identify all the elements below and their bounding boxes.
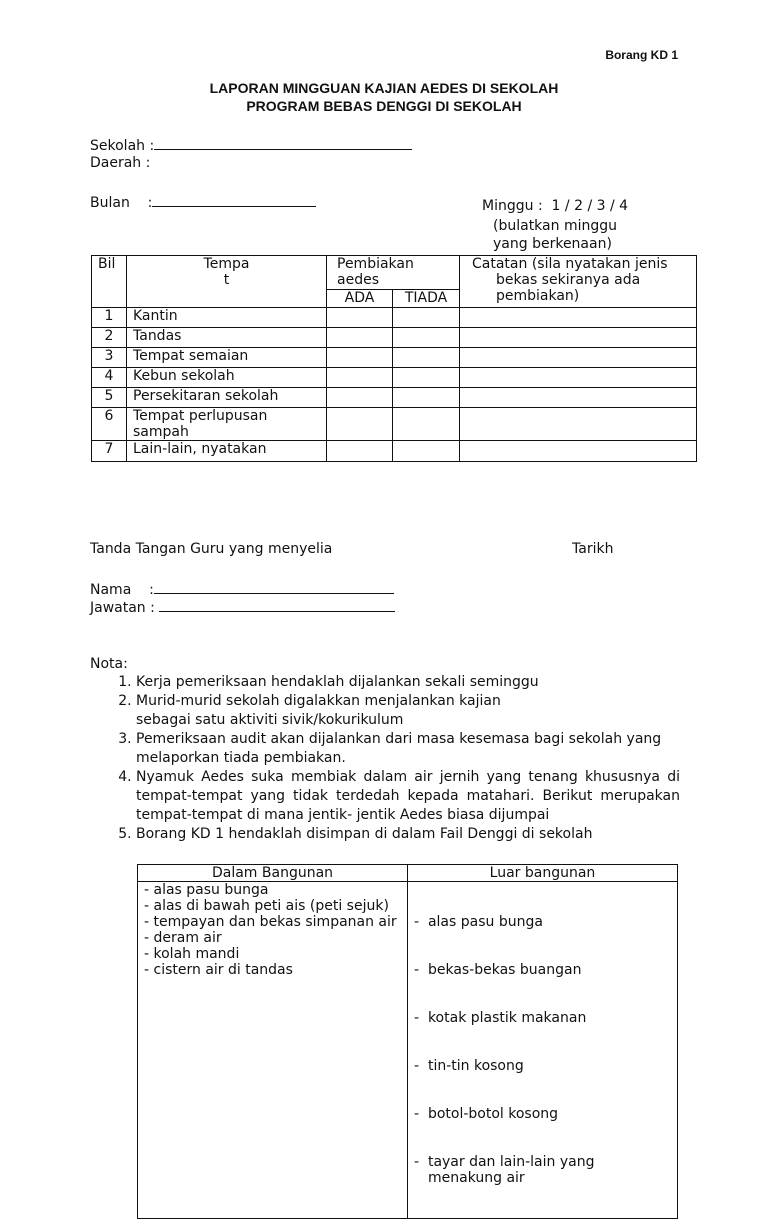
ada-cell[interactable] bbox=[327, 441, 393, 462]
catatan-cell[interactable] bbox=[460, 388, 697, 408]
header-pembiakan bbox=[327, 256, 460, 290]
ada-cell[interactable] bbox=[327, 348, 393, 368]
header-bil: Bil bbox=[92, 256, 127, 308]
table-row bbox=[92, 308, 697, 328]
row-bil: 6 bbox=[92, 408, 127, 441]
header-catatan bbox=[460, 256, 697, 308]
list-item: - deram air bbox=[144, 930, 222, 946]
tiada-cell[interactable] bbox=[393, 328, 460, 348]
header-pembiakan-l2: aedes bbox=[337, 272, 379, 288]
header-tiada: TIADA bbox=[393, 290, 460, 308]
row-tempat: Persekitaran sekolah bbox=[127, 388, 327, 408]
nama-field bbox=[90, 579, 394, 598]
row-bil: 4 bbox=[92, 368, 127, 388]
luar-bangunan-list bbox=[408, 882, 678, 1219]
bulan-input-line[interactable] bbox=[152, 192, 316, 207]
minggu-line2: (bulatkan minggu bbox=[493, 218, 617, 234]
nama-label: Nama : bbox=[90, 582, 154, 598]
sekolah-label: Sekolah : bbox=[90, 138, 155, 154]
dalam-bangunan-header: Dalam Bangunan bbox=[138, 865, 408, 882]
header-ada: ADA bbox=[327, 290, 393, 308]
tiada-cell[interactable] bbox=[393, 308, 460, 328]
row-tempat: Kebun sekolah bbox=[127, 368, 327, 388]
daerah-label: Daerah : bbox=[90, 155, 151, 171]
sekolah-field bbox=[90, 135, 412, 154]
list-item: - kolah mandi bbox=[144, 946, 240, 962]
dalam-bangunan-list bbox=[138, 882, 408, 1219]
tiada-cell[interactable] bbox=[393, 388, 460, 408]
tiada-cell[interactable] bbox=[393, 348, 460, 368]
row-bil: 1 bbox=[92, 308, 127, 328]
guru-signature-label: Tanda Tangan Guru yang menyelia bbox=[90, 541, 333, 557]
row-tempat: Tempat perlupusan sampah bbox=[127, 408, 327, 441]
catatan-cell[interactable] bbox=[460, 348, 697, 368]
catatan-cell[interactable] bbox=[460, 328, 697, 348]
minggu-line3: yang berkenaan) bbox=[493, 236, 612, 252]
note-item: 4. Nyamuk Aedes suka membiak dalam air jernih yang tenang khususnya di tempat-tempat yang tidak terdedah kepada matahari. Berikut merupakan tempat-tempat di mana jentik- jentik Aedes biasa dijumpai bbox=[136, 768, 680, 825]
notes-heading: Nota: bbox=[90, 656, 128, 672]
notes-section bbox=[90, 655, 680, 844]
table-row bbox=[92, 328, 697, 348]
row-bil: 5 bbox=[92, 388, 127, 408]
bulan-field bbox=[90, 192, 316, 211]
ada-cell[interactable] bbox=[327, 388, 393, 408]
jawatan-field bbox=[90, 597, 395, 616]
list-item: - tayar dan lain-lain yang menakung air bbox=[414, 1154, 599, 1186]
table-row bbox=[92, 388, 697, 408]
jawatan-input-line[interactable] bbox=[159, 597, 395, 612]
table-row bbox=[92, 441, 697, 462]
ada-cell[interactable] bbox=[327, 328, 393, 348]
row-bil: 7 bbox=[92, 441, 127, 462]
tiada-cell[interactable] bbox=[393, 368, 460, 388]
tiada-cell[interactable] bbox=[393, 441, 460, 462]
minggu-line1[interactable]: Minggu : 1 / 2 / 3 / 4 bbox=[482, 198, 629, 214]
ada-cell[interactable] bbox=[327, 368, 393, 388]
sekolah-input-line[interactable] bbox=[154, 135, 412, 150]
list-item: - cistern air di tandas bbox=[144, 962, 293, 978]
header-tempat-l1: Tempa bbox=[203, 256, 250, 272]
list-item: - alas di bawah peti ais (peti sejuk) bbox=[144, 898, 389, 914]
row-tempat: Tempat semaian bbox=[127, 348, 327, 368]
row-bil: 3 bbox=[92, 348, 127, 368]
table-row bbox=[92, 408, 697, 441]
list-item: - tempayan dan bekas simpanan air bbox=[144, 914, 397, 930]
header-catatan-l2: bekas sekiranya ada bbox=[496, 272, 641, 288]
bulan-label: Bulan : bbox=[90, 195, 153, 211]
list-item: - alas pasu bunga bbox=[414, 914, 543, 930]
header-tempat bbox=[127, 256, 327, 308]
table-row bbox=[92, 348, 697, 368]
container-types-table bbox=[137, 864, 678, 1219]
header-catatan-l1: Catatan (sila nyatakan jenis bbox=[472, 256, 668, 272]
survey-table bbox=[91, 255, 697, 462]
note-item: 5. Borang KD 1 hendaklah disimpan di dalam Fail Denggi di sekolah bbox=[136, 825, 680, 844]
list-item: - botol-botol kosong bbox=[414, 1106, 559, 1122]
ada-cell[interactable] bbox=[327, 308, 393, 328]
page-title: LAPORAN MINGGUAN KAJIAN AEDES DI SEKOLAH bbox=[209, 80, 559, 96]
header-tempat-l2: t bbox=[223, 272, 230, 288]
table-row bbox=[92, 368, 697, 388]
row-bil: 2 bbox=[92, 328, 127, 348]
catatan-cell[interactable] bbox=[460, 408, 697, 441]
tiada-cell[interactable] bbox=[393, 408, 460, 441]
list-item: - alas pasu bunga bbox=[144, 882, 269, 898]
row-tempat: Lain-lain, nyatakan bbox=[127, 441, 327, 462]
list-item: - bekas-bekas buangan bbox=[414, 962, 582, 978]
header-catatan-l3: pembiakan) bbox=[496, 288, 580, 304]
list-item: - tin-tin kosong bbox=[414, 1058, 524, 1074]
luar-bangunan-header: Luar bangunan bbox=[408, 865, 678, 882]
nama-input-line[interactable] bbox=[154, 579, 394, 594]
catatan-cell[interactable] bbox=[460, 368, 697, 388]
notes-list bbox=[90, 673, 680, 844]
jawatan-label: Jawatan : bbox=[90, 600, 160, 616]
note-item: 3. Pemeriksaan audit akan dijalankan dari masa kesemasa bagi sekolah yang melaporkan tiada pembiakan. bbox=[136, 730, 680, 768]
form-code: Borang KD 1 bbox=[605, 48, 678, 62]
catatan-cell[interactable] bbox=[460, 308, 697, 328]
ada-cell[interactable] bbox=[327, 408, 393, 441]
row-tempat: Tandas bbox=[127, 328, 327, 348]
catatan-cell[interactable] bbox=[460, 441, 697, 462]
page-subtitle: PROGRAM BEBAS DENGGI DI SEKOLAH bbox=[246, 98, 522, 114]
header-pembiakan-l1: Pembiakan bbox=[337, 256, 414, 272]
list-item: - kotak plastik makanan bbox=[414, 1010, 587, 1026]
note-item: 1. Kerja pemeriksaan hendaklah dijalankan sekali seminggu bbox=[136, 673, 680, 692]
row-tempat: Kantin bbox=[127, 308, 327, 328]
note-item: 2. Murid-murid sekolah digalakkan menjalankan kajian sebagai satu aktiviti sivik/kokurikulum bbox=[136, 692, 680, 730]
tarikh-label: Tarikh bbox=[572, 541, 614, 557]
